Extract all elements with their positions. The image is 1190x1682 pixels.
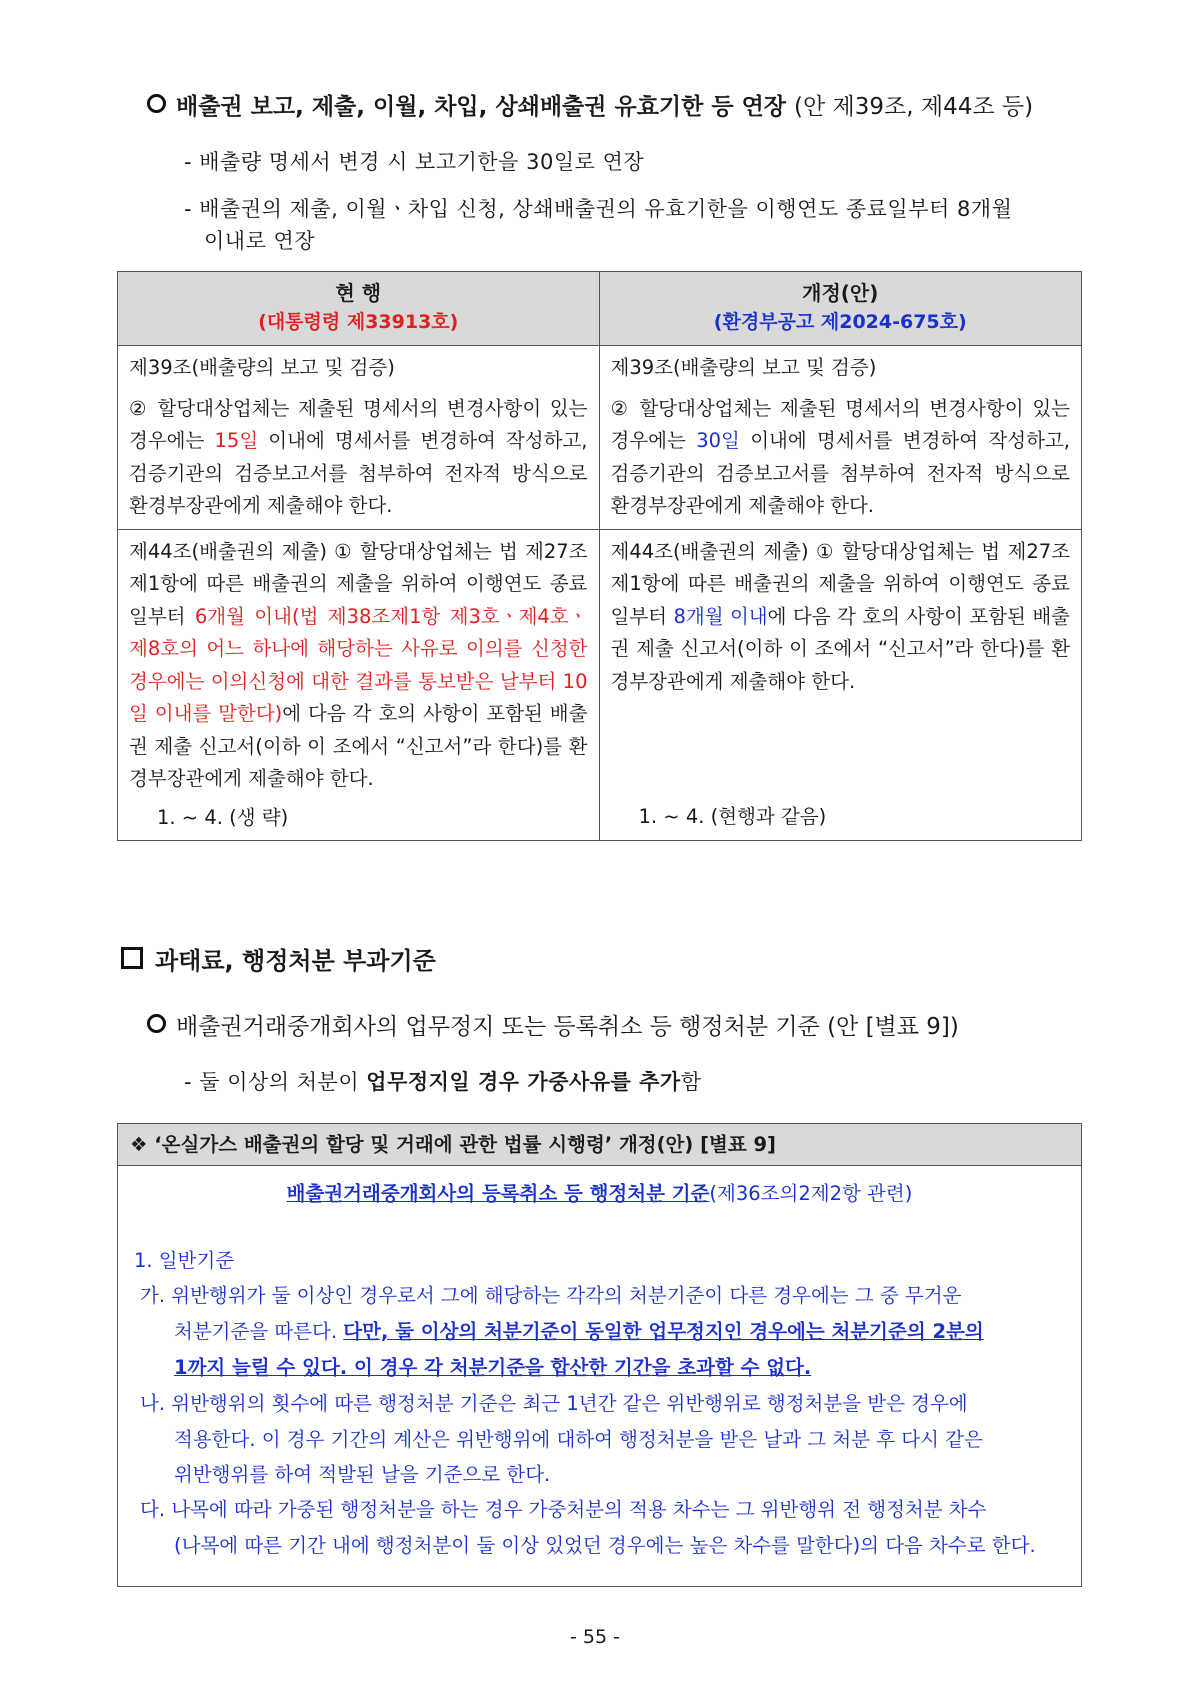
article-text: 이내에 명세서를 변경하여 작성하고, 검증기관의 검증보고서를 첨부하여 전자적 방식으로 환경부장관에게 제출해야 한다. [129,429,588,517]
heading-reference: (안 제39조, 제44조 등) [794,94,1034,120]
article-text: ② 할당대상업체는 제출된 명세서의 변경사항이 있는 경우에는 [129,396,588,452]
highlight-text: 6개월 이내(법 제38조제1항 제3호ㆍ제4호ㆍ제8호의 어느 하나에 해당하는 사유로 이의를 신청한 경우에는 이의신청에 대한 결과를 통보받은 날부터 10일 이내를 말한다) [129,604,588,725]
page-number: - 55 - [570,1626,620,1648]
circle-bullet-icon [147,1014,166,1033]
criteria-item-na: 나. 위반행위의 횟수에 따른 행정처분 기준은 최근 1년간 같은 위반행위로 행정처분을 받은 경우에 [140,1392,968,1415]
criteria-text: 처분기준을 따른다. [174,1320,344,1343]
section-heading-disposition [147,1008,959,1041]
standard-title [118,1178,1081,1206]
header-title: 현 행 [335,281,382,305]
heading-text: 과태료, 행정처분 부과기준 [155,947,436,975]
header-current [118,272,600,346]
amendment-box [117,1123,1082,1587]
criteria-item-da-cont: (나목에 따른 기간 내에 행정처분이 둘 이상 있었던 경우에는 높은 차수를 말한다)의 다음 차수로 한다. [174,1534,1036,1557]
criteria-emphasis: 1까지 늘릴 수 있다. 이 경우 각 처분기준을 합산한 기간을 초과할 수 없다. [174,1356,812,1379]
highlight-text: 15일 [214,429,259,452]
criteria-item-na-cont: 적용한다. 이 경우 기간의 계산은 위반행위에 대하여 행정처분을 받은 날과 그 처분 후 다시 같은 [174,1428,983,1451]
dash-item [184,1066,702,1096]
dash-text: 함 [680,1070,702,1094]
dash-item: - 배출량 명세서 변경 시 보고기한을 30일로 연장 [184,150,645,174]
article-text: 이내에 명세서를 변경하여 작성하고, 검증기관의 검증보고서를 첨부하여 전자적 방식으로 환경부장관에게 제출해야 한다. [610,429,1070,517]
dash-bold-text: 업무정지일 경우 가중사유를 추가 [366,1070,681,1094]
highlight-text: 8개월 이내 [673,604,768,628]
article-text: 에 다음 각 호의 사항이 포함된 배출권 제출 신고서(이하 이 조에서 “신고서”라 한다)를 환경부장관에게 제출해야 한다. [129,702,588,790]
comparison-table [117,271,1082,841]
standard-title-text: 배출권거래중개회사의 등록취소 등 행정처분 기준 [286,1182,710,1205]
cell-current-art39 [118,346,600,530]
table-row [118,529,1082,841]
cell-current-art44 [118,529,600,841]
header-amended [599,272,1082,346]
criteria-item-na-cont: 위반행위를 하여 적발된 날을 기준으로 한다. [174,1463,551,1486]
section-heading-fines [121,941,436,976]
table-header-row [118,272,1082,346]
table-row [118,346,1082,530]
cell-amended-art44 [599,529,1082,841]
article-title: 제39조(배출량의 보고 및 검증) [610,356,877,379]
dash-item: - 배출권의 제출, 이월ㆍ차입 신청, 상쇄배출권의 유효기한을 이행연도 종료일부터 8개월 [184,197,1013,221]
dash-text: - 둘 이상의 처분이 [184,1070,367,1094]
circle-bullet-icon [147,94,166,113]
dash-item-continued: 이내로 연장 [204,229,316,253]
criteria-emphasis: 다만, 둘 이상의 처분기준이 동일한 업무정지인 경우에는 처분기준의 2분의 [343,1320,984,1343]
criteria-item-da: 다. 나목에 따라 가중된 행정처분을 하는 경우 가중처분의 적용 차수는 그 위반행위 전 행정처분 차수 [140,1498,987,1521]
cell-amended-art39 [599,346,1082,530]
heading-text: 배출권거래중개회사의 업무정지 또는 등록취소 등 행정처분 기준 (안 [별표 9]) [176,1014,959,1040]
header-title: 개정(안) [802,281,879,305]
square-bullet-icon [121,947,143,969]
article-text: 제44조(배출권의 제출) ① 할당대상업체는 법 제27조제1항에 따른 배출권의 제출을 위하여 이행연도 종료일부터 [129,539,588,628]
highlight-text: 30일 [696,429,740,452]
article-text: 제44조(배출권의 제출) ① 할당대상업체는 법 제27조제1항에 따른 배출권의 제출을 위하여 이행연도 종료일부터 [610,539,1070,628]
header-sub: (환경부공고 제2024-675호) [713,311,967,333]
item-list: 1. ~ 4. (생 략) [157,805,289,829]
header-sub: (대통령령 제33913호) [258,311,459,333]
item-list: 1. ~ 4. (현행과 같음) [638,804,827,828]
criteria-item-ga-cont [174,1352,811,1380]
criteria-item-ga: 가. 위반행위가 둘 이상인 경우로서 그에 해당하는 각각의 처분기준이 다른 경우에는 그 중 무거운 [140,1284,962,1307]
criteria-item-ga-cont [174,1316,984,1344]
heading-text: 배출권 보고, 제출, 이월, 차입, 상쇄배출권 유효기한 등 연장 [176,94,787,120]
standard-title-note: (제36조의2제2항 관련) [709,1182,913,1205]
general-criteria-label: 1. 일반기준 [134,1249,235,1272]
article-title: 제39조(배출량의 보고 및 검증) [129,356,395,379]
article-text: ② 할당대상업체는 제출된 명세서의 변경사항이 있는 경우에는 [610,396,1070,452]
section-heading-extension [147,88,1033,121]
article-text: 에 다음 각 호의 사항이 포함된 배출권 제출 신고서(이하 이 조에서 “신고서”라 한다)를 환경부장관에게 제출해야 한다. [610,604,1070,693]
box-header: ❖ ‘온실가스 배출권의 할당 및 거래에 관한 법률 시행령’ 개정(안) [별표 9] [118,1124,1081,1166]
